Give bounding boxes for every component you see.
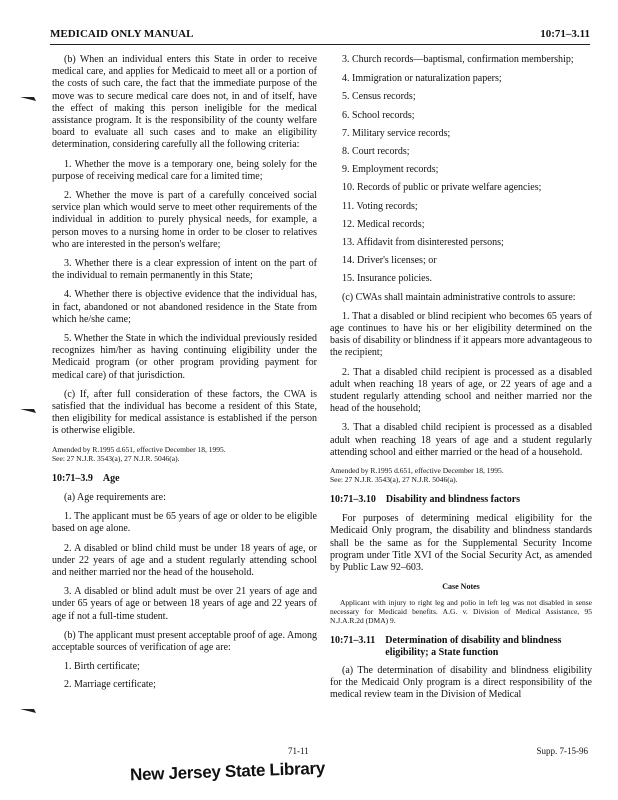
- proof-item: 5. Census records;: [342, 91, 416, 103]
- criteria-item: 5. Whether the State in which the individual previously resided recognizes him/her as having continuing eligibility under the Medicaid program (or other program providing payment for medical care) of that jurisdiction.: [52, 333, 317, 381]
- section-title: Determination of disability and blindness eligibility; a State function: [385, 634, 562, 658]
- determination-text: (a) The determination of disability and blindness eligibility for the Medicaid Only program is a direct responsibility of the medical review team in the Division of Medical: [330, 664, 592, 701]
- margin-mark-icon: [20, 408, 36, 414]
- library-stamp: New Jersey State Library: [129, 758, 326, 785]
- section-heading-determination: [330, 635, 592, 659]
- age-item: 3. A disabled or blind adult must be over 21 years of age and under 65 years of age or between 18 years of age and 22 years of age if not a full-time student.: [52, 586, 317, 622]
- control-item: 1. That a disabled or blind recipient who becomes 65 years of age continues to have his or her eligibility determined on the basis of disability or blindness if it appears more advantageous to the recipient;: [330, 310, 592, 359]
- proof-item: 14. Driver's licenses; or: [342, 255, 437, 267]
- control-item: 2. That a disabled child recipient is processed as a disabled adult when reaching 18 years of age, or 22 years of age and a student regularly attending school and neither married nor the head of the household;: [330, 366, 592, 415]
- section-number: 10:71–3.10: [330, 494, 376, 506]
- section-number: 10:71–3.11: [330, 634, 376, 646]
- amendment-note: [52, 445, 317, 463]
- manual-title: MEDICAID ONLY MANUAL: [50, 28, 194, 40]
- criteria-item: 3. Whether there is a clear expression of intent on the part of the individual to remain permanently in this State;: [52, 258, 317, 282]
- section-number: 10:71–3.9: [52, 472, 93, 484]
- right-column: [330, 54, 592, 709]
- proof-item: 2. Marriage certificate;: [64, 679, 156, 691]
- amendment-line: Amended by R.1995 d.651, effective December 18, 1995.: [52, 444, 226, 454]
- amendment-line: Amended by R.1995 d.651, effective December 18, 1995.: [330, 466, 504, 476]
- criteria-item: 2. Whether the move is part of a carefully conceived social service plan which would serve to meet other requirements of the individual in addition to purely physical needs, for example, a person moves to a nursing home in order to be closer to relatives who are interested in the person's welfare;: [52, 190, 317, 250]
- proof-item: 6. School records;: [342, 109, 415, 121]
- criteria-item: 1. Whether the move is a temporary one, being solely for the purpose of receiving medical care for a limited time;: [52, 158, 317, 182]
- case-note: Applicant with injury to right leg and polio in left leg was not disabled in sense necessary for Medicaid benefits. A.G. v. Division of Medical Assistance, 95 N.J.A.R.2d (DMA) 9.: [330, 597, 592, 625]
- residence-conclusion: (c) If, after full consideration of these factors, the CWA is satisfied that the individual has become a resident of this State, then eligibility for medical assistance is established if the person is otherwise eligible.: [52, 388, 317, 437]
- proof-item: 4. Immigration or naturalization papers;: [342, 73, 502, 85]
- supplement-date: Supp. 7-15-96: [536, 746, 588, 756]
- citation-line: See: 27 N.J.R. 3543(a), 27 N.J.R. 5046(a).: [52, 453, 180, 463]
- left-column: [52, 54, 317, 698]
- case-notes-heading: Case Notes: [442, 582, 480, 592]
- proof-item: 1. Birth certificate;: [64, 661, 140, 673]
- margin-mark-icon: [20, 708, 36, 714]
- age-item: 1. The applicant must be 65 years of age or older to be eligible based on age alone.: [52, 511, 317, 535]
- proof-item: 15. Insurance policies.: [342, 273, 432, 285]
- proof-item: 10. Records of public or private welfare agencies;: [342, 182, 542, 194]
- section-heading-age: [52, 473, 317, 485]
- controls-intro: (c) CWAs shall maintain administrative controls to assure:: [342, 291, 576, 303]
- criteria-item: 4. Whether there is objective evidence that the individual has, in fact, abandoned or not abandoned residence in the State from which he/she came;: [52, 289, 317, 325]
- proof-item: 13. Affidavit from disinterested persons;: [342, 237, 504, 249]
- margin-mark-icon: [20, 96, 36, 102]
- control-item: 3. That a disabled child recipient is processed as a disabled adult when reaching 18 years of age and a student regularly attending school and either married or the head of a household.: [330, 422, 592, 458]
- section-title: Age: [102, 472, 120, 484]
- proof-item: 12. Medical records;: [342, 218, 425, 230]
- proof-item: 11. Voting records;: [342, 200, 418, 212]
- proof-item: 7. Military service records;: [342, 127, 451, 139]
- proof-of-age-intro: (b) The applicant must present acceptable proof of age. Among acceptable sources of verification of age are:: [52, 629, 317, 653]
- disability-text: For purposes of determining medical eligibility for the Medicaid Only program, the disability and blindness standards shall be the same as for the Supplemental Security Income program under Title XVI of the Social Security Act, as amended by Public Law 92–603.: [330, 513, 592, 574]
- section-heading-disability: [330, 494, 592, 506]
- proof-item: 9. Employment records;: [342, 164, 439, 176]
- age-item: 2. A disabled or blind child must be under 18 years of age, or under 22 years of age and a student regularly attending school and neither married nor the head of the household.: [52, 542, 317, 578]
- proof-item: 8. Court records;: [342, 146, 410, 158]
- age-requirements-intro: (a) Age requirements are:: [64, 491, 166, 503]
- amendment-note: [330, 466, 592, 484]
- proof-item: 3. Church records—baptismal, confirmation membership;: [342, 54, 574, 65]
- citation-line: See: 27 N.J.R. 3543(a), 27 N.J.R. 5046(a).: [330, 475, 458, 485]
- residence-intro: (b) When an individual enters this State in order to receive medical care, and applies for Medicaid to meet all or a portion of the costs of such care, the fact that the immediate purpose of the move was to secure medical care does not, in and of itself, have the effect of making this person ineligible for the medical assistance program. It is the responsibility of the county welfare board to evaluate all such cases and to make an eligibility determination, considering carefully all the following criteria:: [52, 54, 317, 151]
- section-title: Disability and blindness factors: [385, 494, 521, 506]
- page-number: 71-11: [288, 746, 309, 756]
- page-header: [50, 28, 590, 45]
- section-range: 10:71–3.11: [540, 28, 590, 40]
